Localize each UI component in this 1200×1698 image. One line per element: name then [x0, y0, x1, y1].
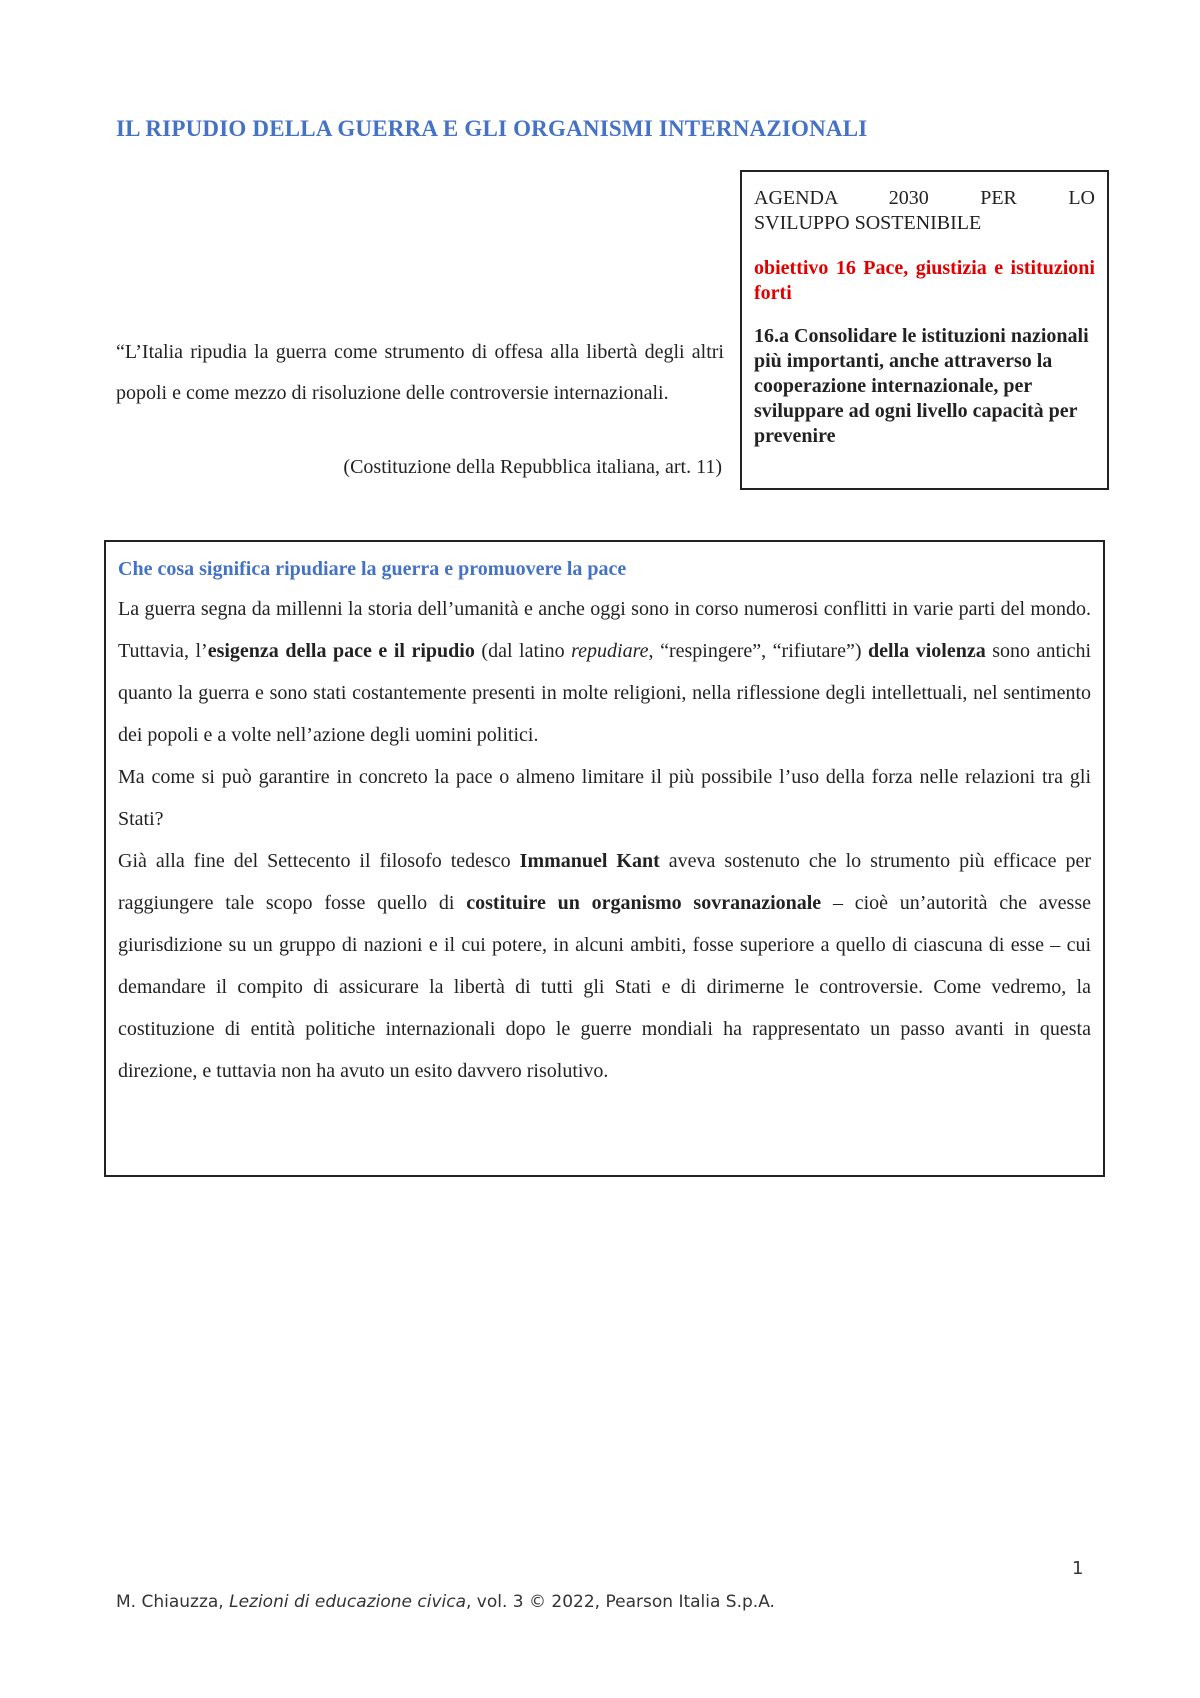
paragraph-2: Ma come si può garantire in concreto la pace o almeno limitare il più possibile l’uso della forza nelle relazioni tra gli Stati? [118, 766, 1091, 830]
paragraph-3 [118, 840, 1091, 1092]
p1-text-a: La guerra segna da millenni la storia dell’umanità e anche oggi sono in corso numerosi conflitti in varie parti del mondo. Tuttavia, l’ [118, 598, 1091, 662]
info-box [104, 540, 1105, 1177]
footer-publisher: , vol. 3 © 2022, Pearson Italia S.p.A. [466, 1592, 775, 1612]
p3-bold-b: costituire un organismo sovranazionale [466, 892, 822, 914]
page-title: IL RIPUDIO DELLA GUERRA E GLI ORGANISMI INTERNAZIONALI [116, 116, 868, 141]
p1-text-d: sono antichi quanto la guerra e sono stati costantemente presenti in molte religioni, nella riflessione degli intellettuali, nel sentimento dei popoli e a volte nell’azione degli uomini politici. [118, 640, 1091, 746]
p3-text-c: – cioè un’autorità che avesse giurisdizione su un gruppo di nazioni e il cui potere, in alcuni ambiti, fosse superiore a quello di ciascuna di esse – cui demandare il compito di assicurare la libertà di tutti gli Stati e di dirimerne le controversie. Come vedremo, la costituzione di entità politiche internazionali dopo le guerre mondiali ha rappresentato un passo avanti in questa direzione, e tuttavia non ha avuto un esito davvero risolutivo. [118, 892, 1091, 1082]
agenda-heading-line1 [754, 186, 1095, 211]
p1-bold-b: della violenza [868, 640, 986, 662]
agenda-2030-box [740, 170, 1109, 490]
p1-text-c: , “respingere”, “rifiutare”) [648, 640, 869, 662]
constitution-quote: “L’Italia ripudia la guerra come strumento di offesa alla libertà degli altri popoli e come mezzo di risoluzione delle controversie internazionali. [116, 341, 724, 404]
quote-citation: (Costituzione della Repubblica italiana, art. 11) [343, 456, 722, 478]
agenda-heading-words: AGENDA 2030 PER LO [754, 187, 1095, 209]
agenda-heading [754, 186, 1095, 236]
page-number: 1 [1072, 1558, 1084, 1579]
p3-bold-a: Immanuel Kant [519, 850, 660, 872]
footer-credit [116, 1592, 1016, 1612]
agenda-goal: obiettivo 16 Pace, giustizia e istituzioni forti [754, 257, 1095, 304]
paragraph-1 [118, 588, 1091, 756]
p1-text-b: (dal latino [474, 640, 572, 662]
p1-bold-a: esigenza della pace e il ripudio [207, 640, 475, 662]
p1-italic: repudiare [571, 640, 649, 662]
agenda-target: 16.a Consolidare le istituzioni nazionali più importanti, anche attraverso la cooperazione internazionale, per sviluppare ad ogni livello capacità per prevenire [754, 325, 1089, 447]
footer-book-title: Lezioni di educazione civica [229, 1592, 466, 1612]
p3-text-b: aveva sostenuto che lo strumento più efficace per raggiungere tale scopo fosse quello di [118, 850, 1092, 914]
footer-author: M. Chiauzza, [116, 1592, 230, 1612]
agenda-heading-line2: SVILUPPO SOSTENIBILE [754, 212, 982, 234]
p3-text-a: Già alla fine del Settecento il filosofo tedesco [118, 850, 520, 872]
info-box-heading: Che cosa significa ripudiare la guerra e promuovere la pace [118, 558, 627, 580]
